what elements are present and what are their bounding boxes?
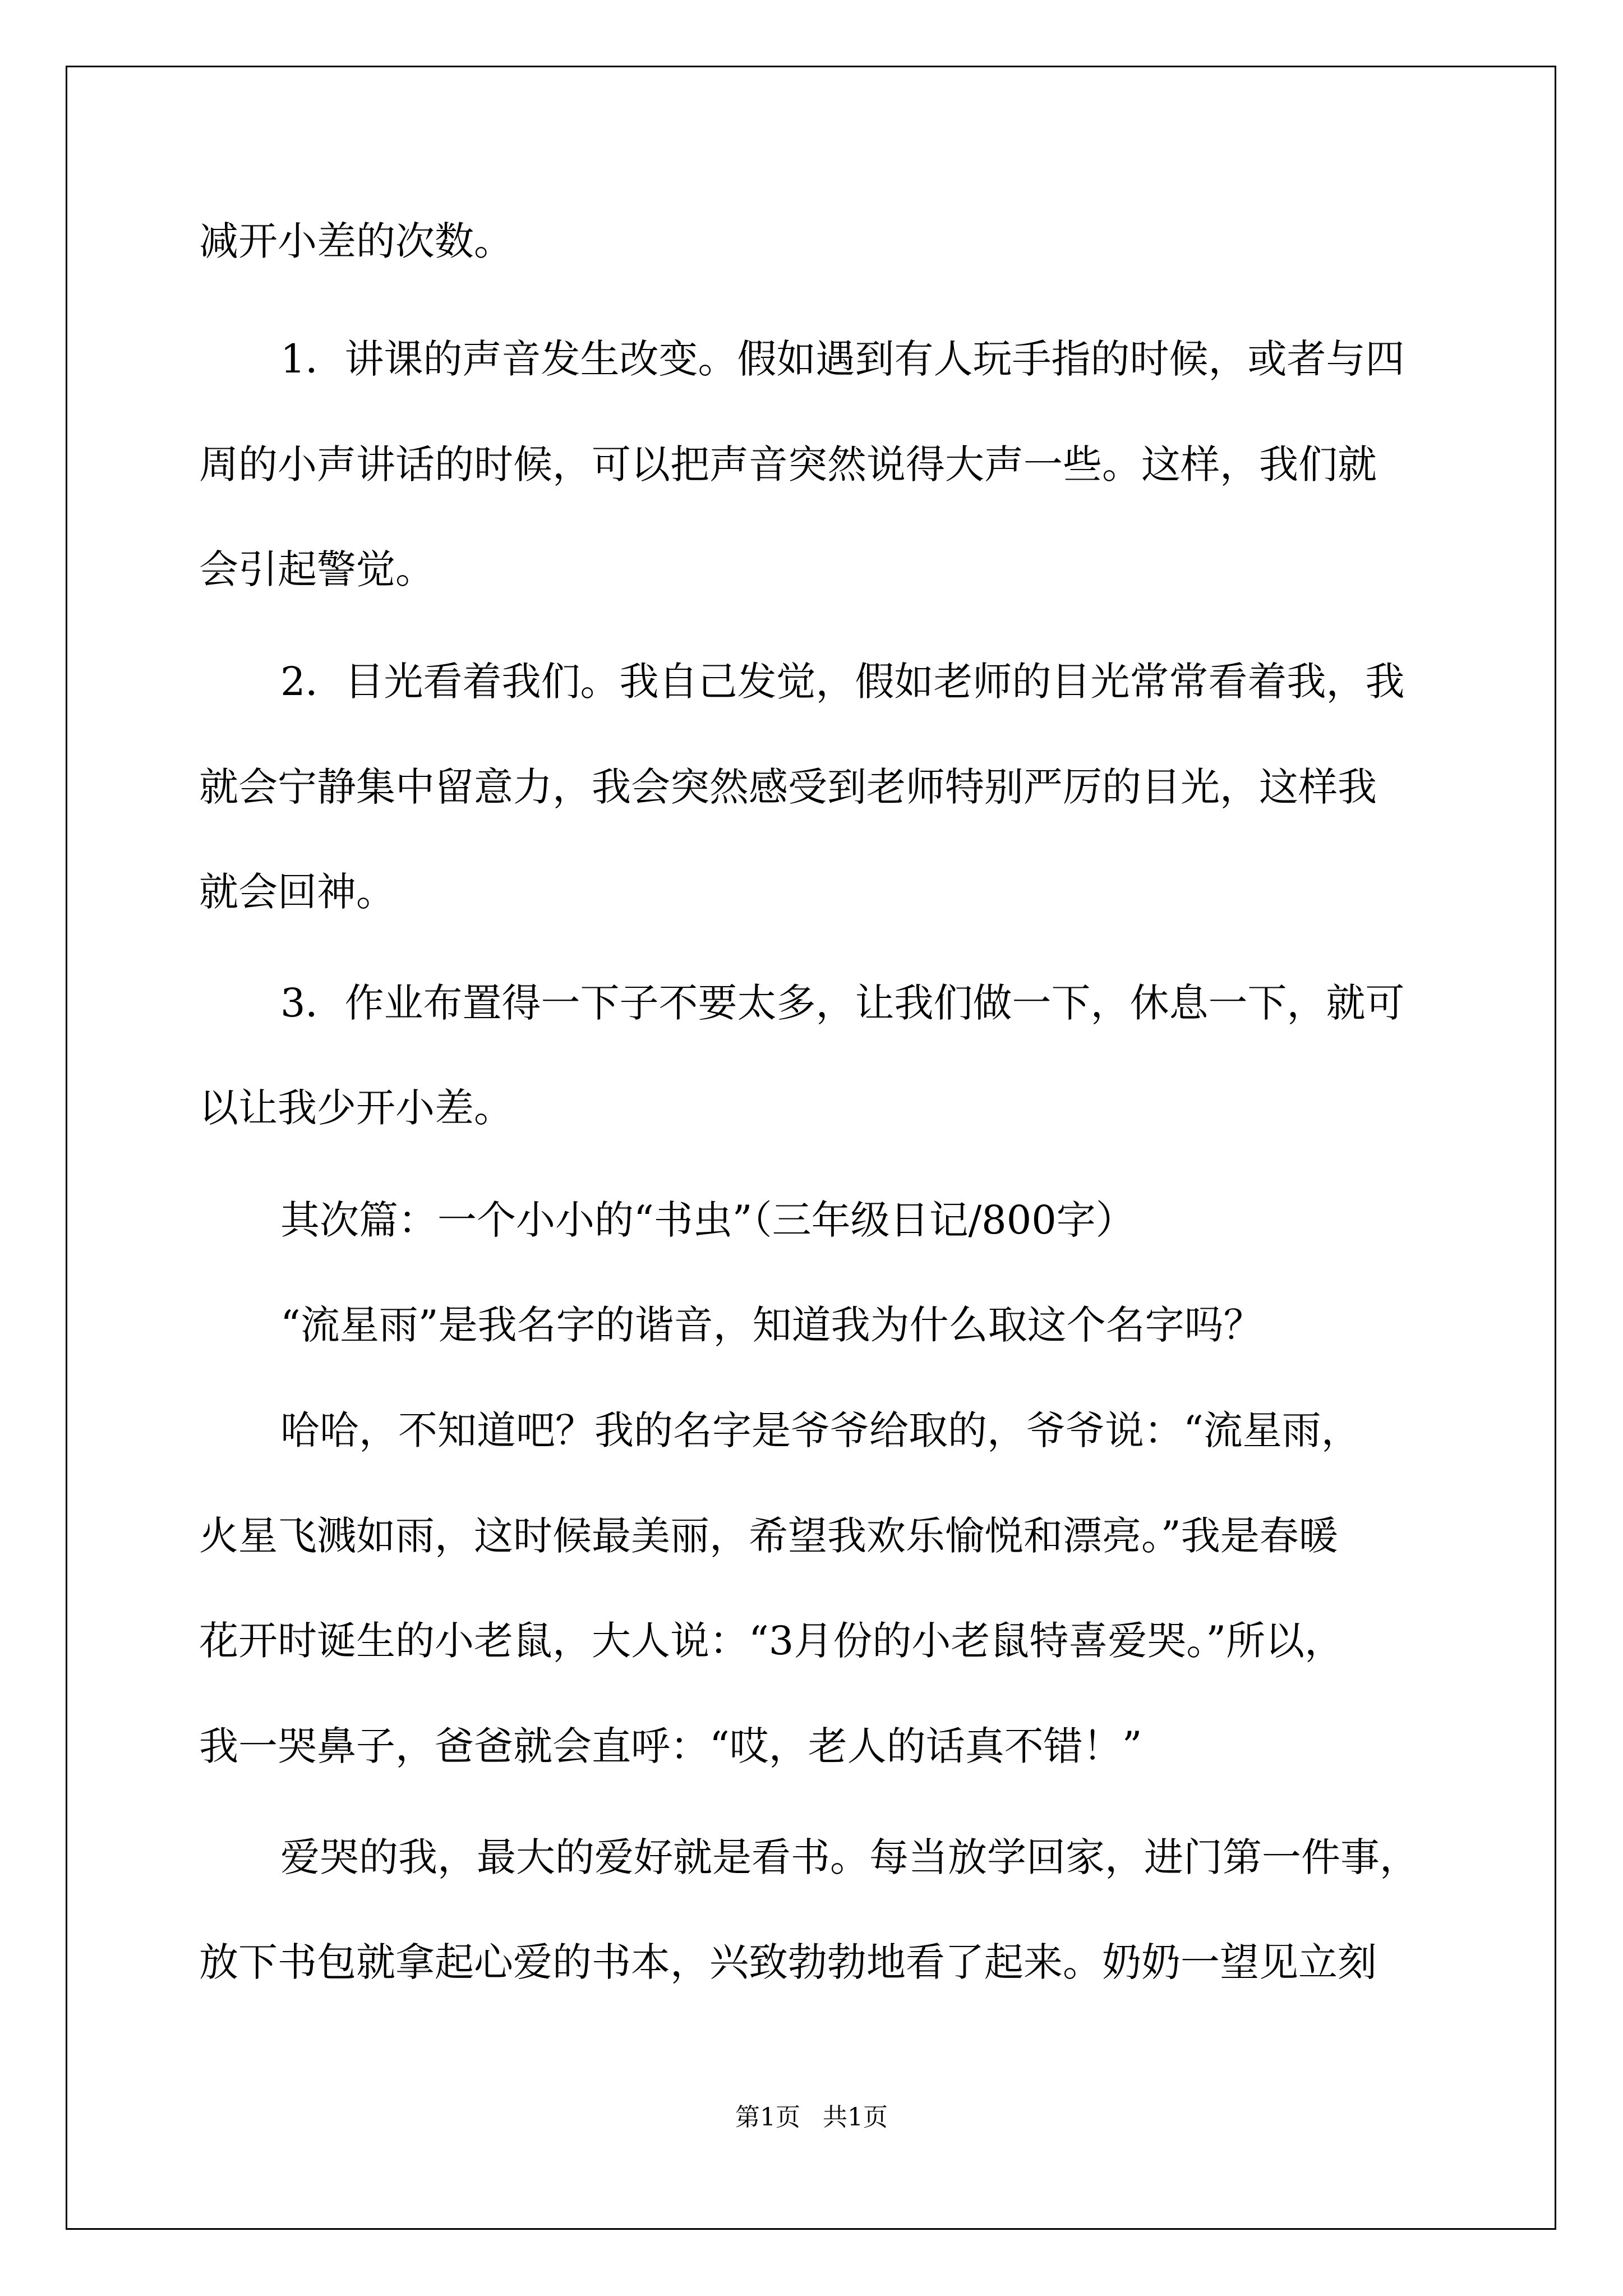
body-line: 放下书包就拿起心爱的书本，兴致勃勃地看了起来。奶奶一望见立刻 [199,1939,1377,1985]
body-line: “流星雨”是我名字的谐音，知道我为什么取这个名字吗？ [280,1302,1263,1348]
body-line: 我一哭鼻子，爸爸就会直呼：“哎，老人的话真不错！” [199,1723,1142,1769]
body-line: 就会宁静集中留意力，我会突然感受到老师特别严厉的目光，这样我 [199,764,1377,810]
body-line: 2．目光看着我们。我自己发觉，假如老师的目光常常看着我，我 [280,659,1405,705]
body-line: 花开时诞生的小老鼠，大人说：“3月份的小老鼠特喜爱哭。”所以， [199,1618,1344,1664]
page-total: 共1页 [823,2103,888,2132]
body-line: 哈哈，不知道吧？我的名字是爷爷给取的，爷爷说：“流星雨， [280,1407,1361,1453]
page-number: 第1页 [735,2103,800,2132]
body-line: 爱哭的我，最大的爱好就是看书。每当放学回家，进门第一件事， [280,1834,1419,1880]
body-line: 3．作业布置得一下子不要太多，让我们做一下，休息一下，就可 [280,980,1405,1026]
page-footer [0,2101,1623,2134]
page-border [66,66,1556,2230]
body-line: 以让我少开小差。 [199,1085,513,1131]
body-line: 就会回神。 [199,869,395,915]
body-line: 减开小差的次数。 [199,218,513,264]
body-line: 会引起警觉。 [199,546,435,592]
body-line: 火星飞溅如雨，这时候最美丽，希望我欢乐愉悦和漂亮。”我是春暖 [199,1513,1338,1559]
body-line: 1．讲课的声音发生改变。假如遇到有人玩手指的时候，或者与四 [280,336,1405,382]
body-line: 周的小声讲话的时候，可以把声音突然说得大声一些。这样，我们就 [199,441,1377,487]
section-heading: 其次篇：一个小小的“书虫”（三年级日记/800字） [280,1197,1135,1243]
